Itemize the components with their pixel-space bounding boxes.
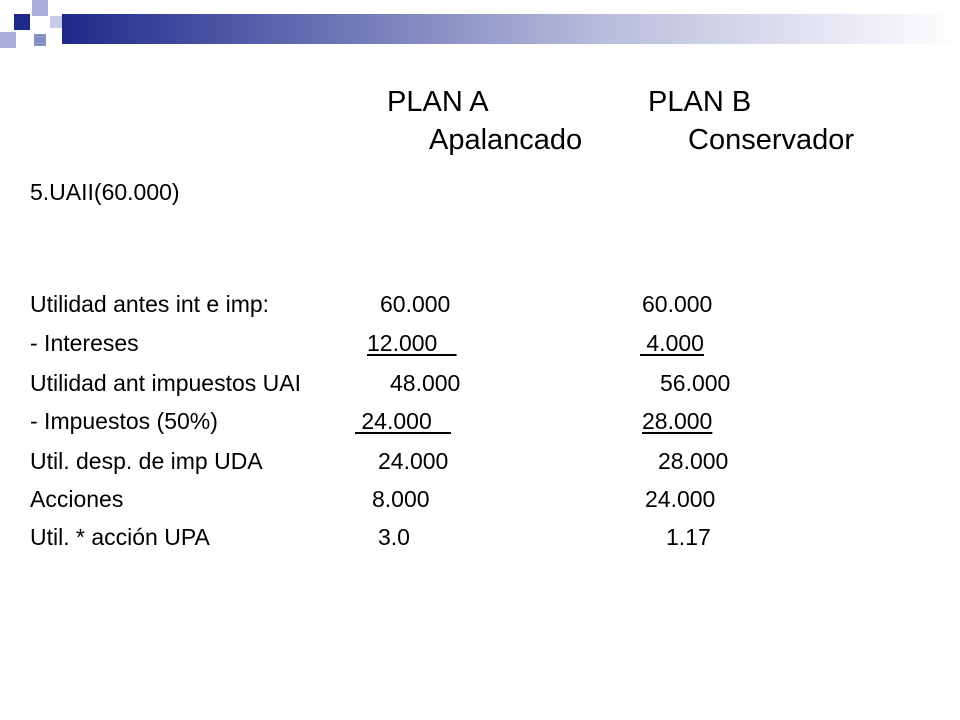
row-label: Acciones (30, 486, 124, 512)
plan-b-heading: PLAN B (648, 86, 752, 118)
row-value-plan-a: 12.000 (367, 330, 457, 356)
row-value-plan-a: 8.000 (372, 486, 430, 512)
row-value-plan-a: 3.0 (378, 524, 410, 550)
row-label: Util. * acción UPA (30, 524, 210, 550)
square-light (0, 32, 16, 48)
square-light (32, 0, 48, 16)
row-value-plan-b: 60.000 (642, 291, 713, 317)
row-label: Util. desp. de imp UDA (30, 448, 263, 474)
plan-b-subheading: Conservador (688, 124, 855, 156)
row-label: Utilidad antes int e imp: (30, 291, 270, 317)
row-label: - Impuestos (50%) (30, 408, 218, 434)
row-label: - Intereses (30, 330, 139, 356)
square-dark (34, 34, 46, 46)
square-dark (14, 14, 30, 30)
row-value-plan-b: 28.000 (658, 448, 729, 474)
plan-a-heading: PLAN A (387, 86, 489, 118)
row-value-plan-a: 24.000 (378, 448, 449, 474)
row-value-plan-b: 24.000 (645, 486, 716, 512)
row-value-plan-a: 24.000 (355, 408, 451, 434)
scenario-label: 5.UAII(60.000) (30, 179, 180, 205)
square-light (50, 16, 62, 28)
row-label: Utilidad ant impuestos UAI (30, 370, 302, 396)
plan-a-subheading: Apalancado (429, 124, 583, 156)
row-value-plan-b: 4.000 (640, 330, 704, 356)
row-value-plan-a: 48.000 (390, 370, 461, 396)
row-value-plan-b: 28.000 (642, 408, 713, 434)
row-value-plan-a: 60.000 (380, 291, 451, 317)
decorative-gradient-bar (62, 14, 960, 44)
row-value-plan-b: 56.000 (660, 370, 731, 396)
row-value-plan-b: 1.17 (666, 524, 711, 550)
